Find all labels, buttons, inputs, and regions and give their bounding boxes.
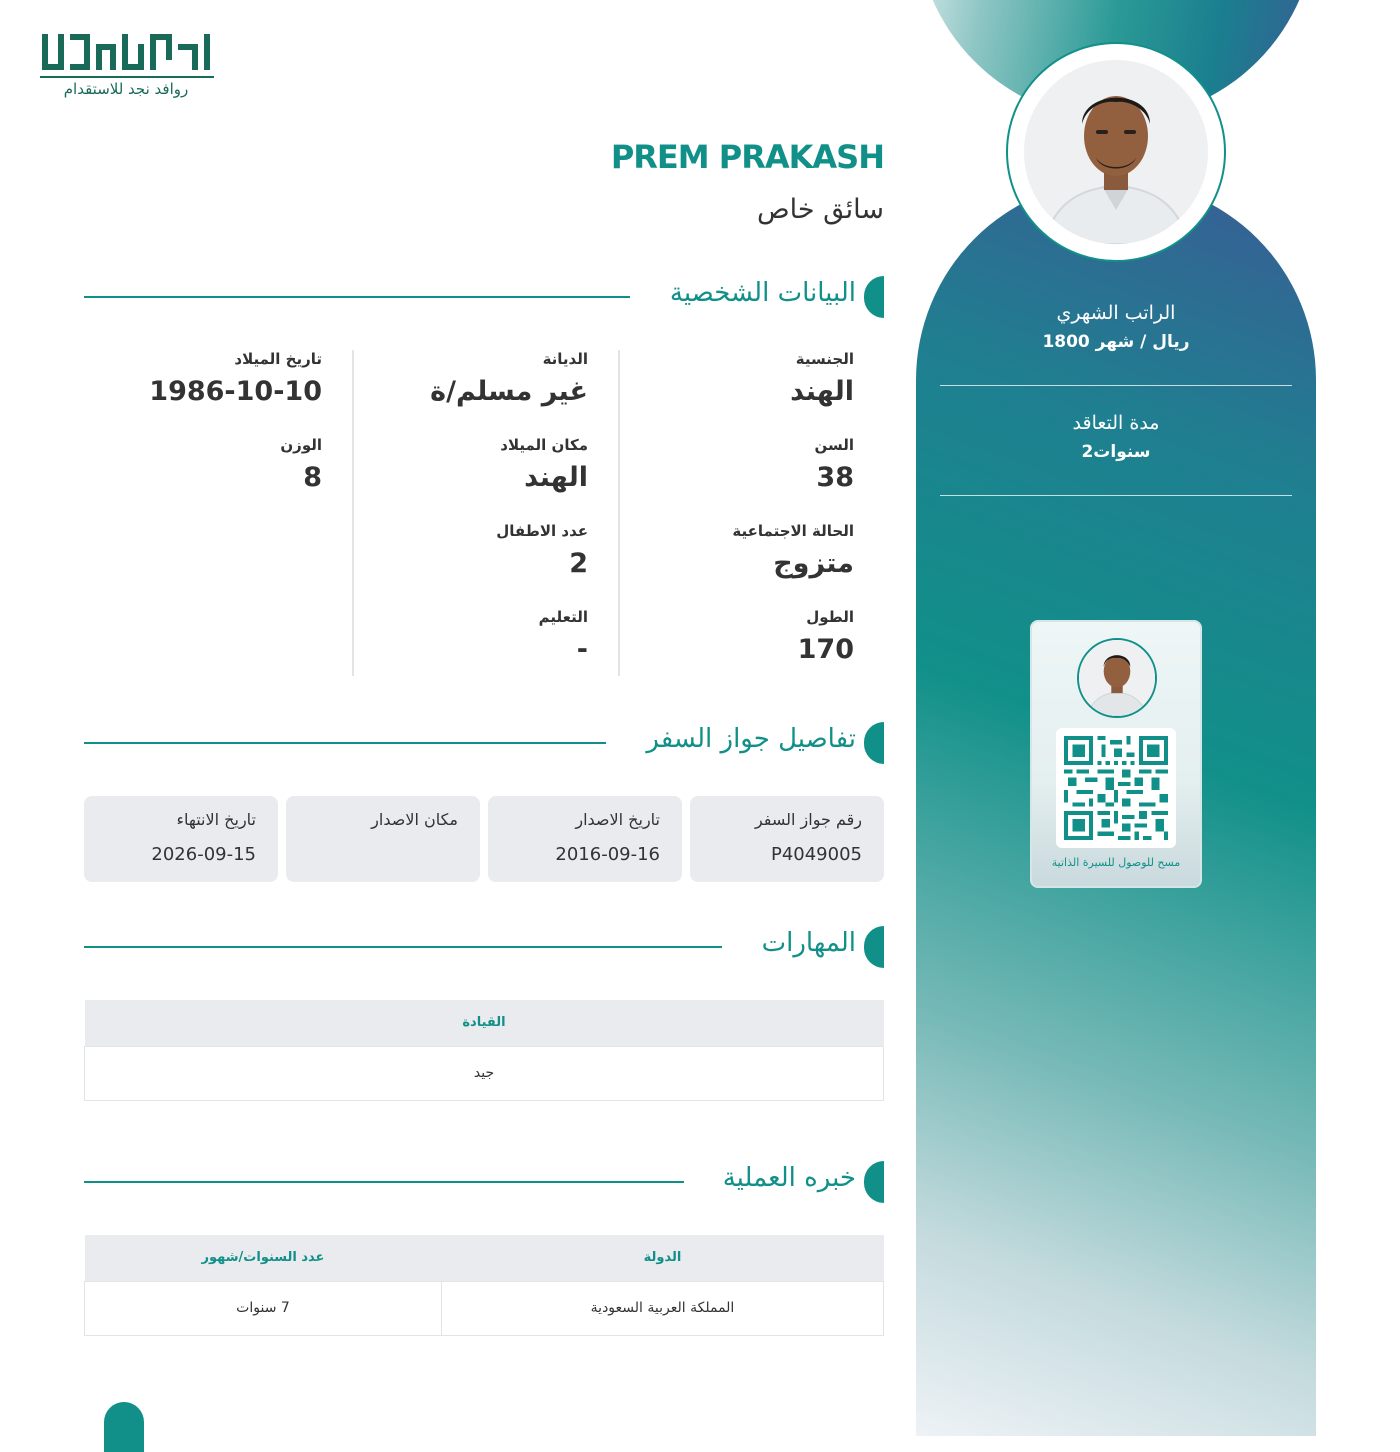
experience-table: [84, 1235, 884, 1336]
field-value: الهند: [524, 462, 588, 493]
field-label: تاريخ الميلاد: [234, 350, 322, 368]
section-rule: [84, 1181, 684, 1183]
field-label: تاريخ الانتهاء: [176, 810, 256, 829]
section-tab-marker: [864, 276, 884, 318]
field-label: الطول: [806, 608, 854, 626]
logo-mark-icon: [40, 30, 214, 74]
passport-expiry-card: [84, 796, 278, 882]
field-birthplace: [500, 436, 588, 493]
avatar-icon: [1079, 640, 1155, 716]
contract-label: مدة التعاقد: [1072, 412, 1160, 434]
section-title: تفاصيل جواز السفر: [646, 724, 856, 754]
section-title: المهارات: [761, 928, 856, 958]
company-logo: [38, 30, 218, 104]
table-cell-years: 7 سنوات: [85, 1281, 442, 1335]
section-personal-header: [84, 276, 884, 318]
table-cell-country: المملكة العربية السعودية: [442, 1281, 884, 1335]
field-label: الحالة الاجتماعية: [732, 522, 854, 540]
field-label: الديانة: [542, 350, 588, 368]
field-value: 2026-09-15: [151, 844, 256, 865]
table-header-row: [85, 1000, 884, 1046]
section-rule: [84, 296, 630, 298]
field-education: [539, 608, 588, 665]
column-header-years: عدد السنوات/شهور: [85, 1235, 442, 1281]
field-religion: [430, 350, 588, 407]
field-label: الجنسية: [795, 350, 854, 368]
field-label: التعليم: [538, 608, 588, 626]
logo-text: روافد نجد للاستقدام: [63, 80, 189, 98]
passport-issue-place-card: [286, 796, 480, 882]
field-label: عدد الاطفال: [496, 522, 588, 540]
column-header: القيادة: [85, 1000, 884, 1046]
field-value: 1986-10-10: [149, 376, 322, 407]
field-weight: [280, 436, 322, 493]
contract-block: [940, 412, 1292, 462]
logo-underline: [40, 76, 214, 78]
field-value: متزوج: [773, 548, 854, 579]
qr-avatar: [1077, 638, 1157, 718]
field-value: P4049005: [770, 844, 862, 865]
personal-column-3: [86, 350, 352, 676]
field-age: [814, 436, 854, 493]
field-value: 8: [303, 462, 322, 493]
field-label: تاريخ الاصدار: [575, 810, 660, 829]
sidebar: [916, 0, 1316, 1436]
field-nationality: [790, 350, 854, 407]
field-birthdate: [149, 350, 322, 407]
table-cell: جيد: [85, 1046, 884, 1100]
field-marital-status: [732, 522, 854, 579]
skills-table: [84, 1000, 884, 1101]
field-value: -: [576, 634, 588, 665]
field-label: مكان الميلاد: [500, 436, 588, 454]
qr-code-icon: [1064, 736, 1168, 840]
column-header-country: الدولة: [442, 1235, 884, 1281]
personal-column-1: [618, 350, 884, 676]
field-value: 2016-09-16: [555, 844, 660, 865]
sidebar-divider: [940, 385, 1292, 386]
field-label: الوزن: [280, 436, 322, 454]
candidate-name: PREM PRAKASH: [610, 138, 884, 176]
salary-block: [940, 302, 1292, 352]
profile-photo: [1024, 60, 1208, 244]
salary-label: الراتب الشهري: [1056, 302, 1176, 324]
sidebar-divider: [940, 495, 1292, 496]
footer-tab-marker: [104, 1402, 144, 1452]
section-rule: [84, 742, 606, 744]
field-label: مكان الاصدار: [371, 810, 458, 829]
section-experience-header: [84, 1161, 884, 1203]
section-rule: [84, 946, 722, 948]
qr-code[interactable]: [1056, 728, 1176, 848]
section-title: خبره العملية: [722, 1163, 856, 1193]
passport-number-card: [690, 796, 884, 882]
section-tab-marker: [864, 722, 884, 764]
field-value: غير مسلم/ة: [430, 376, 588, 407]
job-title: سائق خاص: [756, 194, 884, 225]
section-skills-header: [84, 926, 884, 968]
table-header-row: [85, 1235, 884, 1281]
salary-value: 1800 ريال / شهر: [1042, 332, 1190, 352]
section-tab-marker: [864, 1161, 884, 1203]
qr-caption: مسح للوصول للسيرة الذاتية: [1051, 856, 1181, 869]
table-row: [85, 1046, 884, 1100]
personal-column-2: [352, 350, 618, 676]
profile-photo-icon: [1024, 60, 1208, 244]
field-value: الهند: [790, 376, 854, 407]
profile-photo-frame: [1006, 42, 1226, 262]
field-value: 170: [797, 634, 854, 665]
passport-issue-date-card: [488, 796, 682, 882]
field-height: [798, 608, 854, 665]
field-label: السن: [814, 436, 854, 454]
contract-value: 2سنوات: [1081, 442, 1151, 462]
section-passport-header: [84, 722, 884, 764]
section-title: البيانات الشخصية: [669, 278, 856, 308]
section-tab-marker: [864, 926, 884, 968]
table-row: [85, 1281, 884, 1335]
field-children: [496, 522, 588, 579]
field-value: 2: [569, 548, 588, 579]
field-value: 38: [816, 462, 854, 493]
qr-card: [1030, 620, 1202, 888]
field-label: رقم جواز السفر: [754, 810, 862, 829]
